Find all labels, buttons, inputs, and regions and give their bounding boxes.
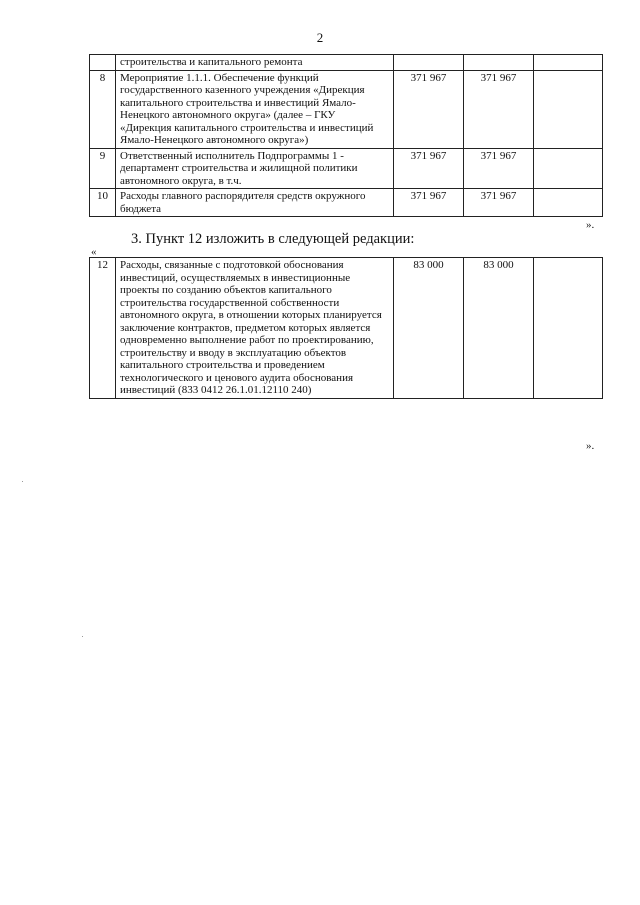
opening-quote: « [91,246,97,258]
row-description-cell: Ответственный исполнитель Подпрограммы 1 - департамент строительства и жилищной политики автономного округа, в т.ч. [116,148,394,189]
row-value-2-cell: 371 967 [464,148,534,189]
scan-speck [82,636,83,637]
row-description-cell: Расходы главного распорядителя средств окружного бюджета [116,189,394,217]
budget-table-2 [89,257,603,399]
page-number: 2 [316,30,324,45]
row-value-1-cell [394,55,464,71]
row-value-3-cell [534,189,603,217]
row-value-3-cell [534,258,603,399]
row-number-cell [90,55,116,71]
table-row [90,55,603,71]
row-value-2-cell: 83 000 [464,258,534,399]
row-value-1-cell: 371 967 [394,148,464,189]
table-row [90,258,603,399]
table-row [90,148,603,189]
table-row [90,189,603,217]
row-value-3-cell [534,148,603,189]
row-value-2-cell: 371 967 [464,189,534,217]
section-heading: 3. Пункт 12 изложить в следующей редакции: [131,231,415,247]
row-description-cell: строительства и капитального ремонта [116,55,394,71]
closing-quote: ». [586,219,595,231]
row-value-3-cell [534,55,603,71]
row-value-2-cell [464,55,534,71]
row-description-cell: Мероприятие 1.1.1. Обеспечение функций государственного казенного учреждения «Дирекция капитального строительства и инвестиций Ямало-Ненецкого автономного округа» (далее – ГКУ «Дирекция капитального строительства и инвестиций Ямало-Ненецкого автономного округа») [116,70,394,148]
row-description-cell: Расходы, связанные с подготовкой обоснования инвестиций, осуществляемых в инвестиционные проекты по созданию объектов капитального строительства государственной собственности автономного округа, в отношении которых планируется заключение контрактов, предметом которых является одновременно выполнение работ по проектированию, строительству и вводу в эксплуатацию объектов капитального строительства и проведением технологического и ценового аудита обоснования инвестиций (833 0412 26.1.01.12110 240) [116,258,394,399]
scan-speck [22,481,23,482]
row-number-cell: 10 [90,189,116,217]
row-value-2-cell: 371 967 [464,70,534,148]
closing-quote: ». [586,440,595,452]
budget-table-1 [89,54,603,217]
table-row [90,70,603,148]
row-value-3-cell [534,70,603,148]
row-number-cell: 12 [90,258,116,399]
row-number-cell: 8 [90,70,116,148]
row-value-1-cell: 371 967 [394,70,464,148]
row-number-cell: 9 [90,148,116,189]
row-value-1-cell: 371 967 [394,189,464,217]
row-value-1-cell: 83 000 [394,258,464,399]
